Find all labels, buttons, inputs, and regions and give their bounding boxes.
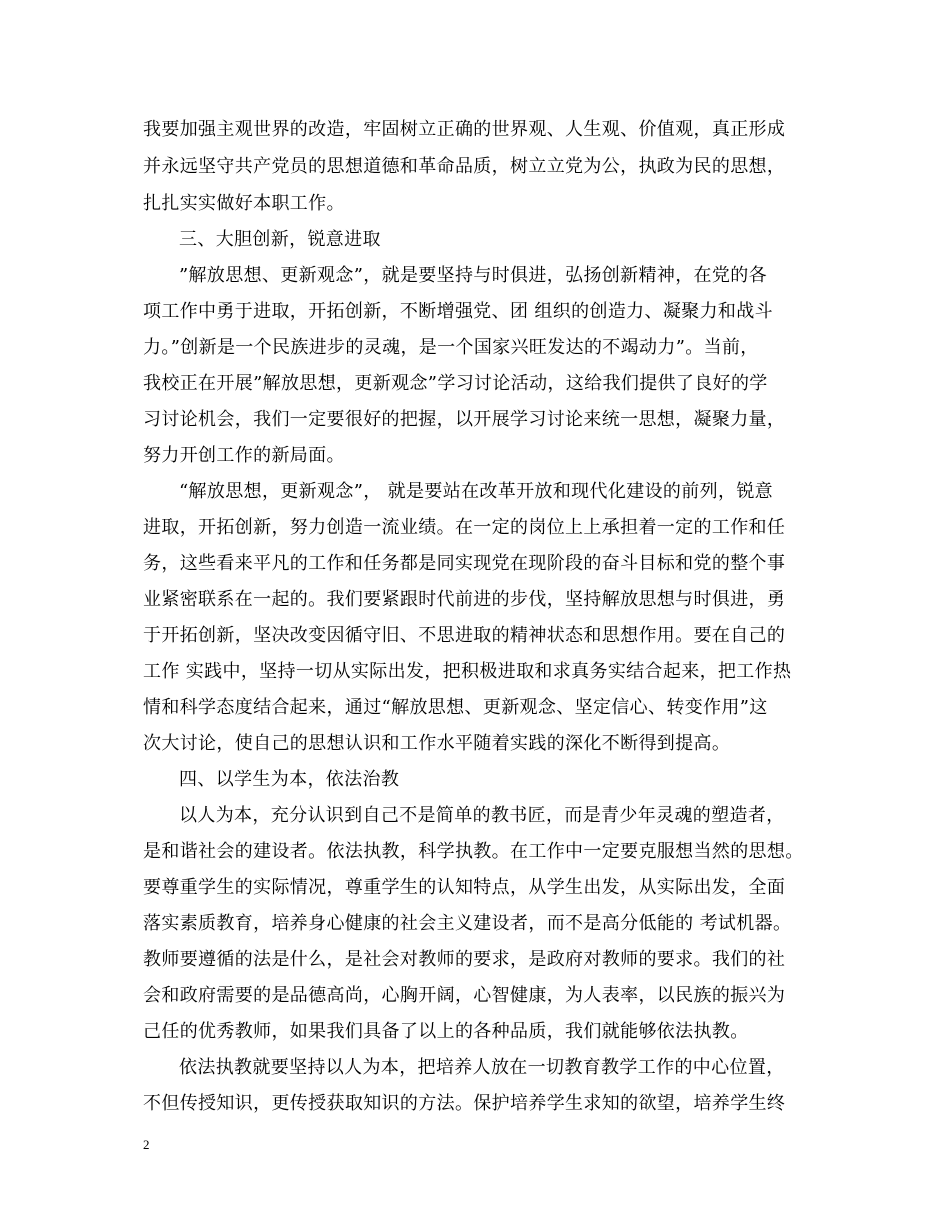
text-line: 扎扎实实做好本职工作。: [143, 193, 345, 214]
text-line: 工作 实践中，坚持一切从实际出发，把积极进取和求真务实结合起来，把工作热: [143, 661, 792, 682]
section-heading: 三、大胆创新，锐意进取: [179, 229, 381, 250]
page-number: 2: [143, 1137, 150, 1152]
text-line: 我校正在开展”解放思想，更新观念”学习讨论活动，这给我们提供了良好的学: [143, 373, 768, 394]
text-line: 于开拓创新，坚决改变因循守旧、不思进取的精神状态和思想作用。要在自己的: [143, 625, 786, 646]
text-line: 习讨论机会，我们一定要很好的把握，以开展学习讨论来统一思想，凝聚力量，: [143, 409, 786, 430]
text-line: 业紧密联系在一起的。我们要紧跟时代前进的步伐，坚持解放思想与时俱进，勇: [143, 589, 786, 610]
text-line: 要尊重学生的实际情况，尊重学生的认知特点，从学生出发，从实际出发，全面: [143, 877, 786, 898]
text-line: 务，这些看来平凡的工作和任务都是同实现党在现阶段的奋斗目标和党的整个事: [143, 553, 786, 574]
text-line: “解放思想，更新观念”， 就是要站在改革开放和现代化建设的前列，锐意: [179, 481, 774, 502]
text-line: 落实素质教育，培养身心健康的社会主义建设者，而不是高分低能的 考试机器。: [143, 913, 792, 934]
text-line: 以人为本，充分认识到自己不是简单的教书匠，而是青少年灵魂的塑造者，: [179, 805, 785, 826]
text-line: 力。”创新是一个民族进步的灵魂，是一个国家兴旺发达的不竭动力”。当前，: [143, 337, 759, 358]
text-line: 进取，开拓创新，努力创造一流业绩。在一定的岗位上上承担着一定的工作和任: [143, 517, 786, 538]
text-line: 教师要遵循的法是什么，是社会对教师的要求，是政府对教师的要求。我们的社: [143, 949, 786, 970]
section-heading: 四、以学生为本，依法治教: [179, 769, 400, 790]
text-line: 努力开创工作的新局面。: [143, 445, 345, 466]
text-line: 次大讨论，使自己的思想认识和工作水平随着实践的深化不断得到提高。: [143, 733, 731, 754]
text-line: 依法执教就要坚持以人为本，把培养人放在一切教育教学工作的中心位置，: [179, 1057, 785, 1078]
text-line: 我要加强主观世界的改造，牢固树立正确的世界观、人生观、价值观，真正形成: [143, 119, 786, 140]
text-line: 情和科学态度结合起来，通过“解放思想、更新观念、坚定信心、转变作用”这: [143, 697, 768, 718]
text-line: 不但传授知识，更传授获取知识的方法。保护培养学生求知的欲望，培养学生终: [143, 1093, 786, 1114]
text-line: 并永远坚守共产党员的思想道德和革命品质，树立立党为公，执政为民的思想，: [143, 156, 786, 177]
text-line: 己任的优秀教师，如果我们具备了以上的各种品质，我们就能够依法执教。: [143, 1021, 749, 1042]
text-line: 会和政府需要的是品德高尚，心胸开阔，心智健康，为人表率，以民族的振兴为: [143, 985, 786, 1006]
text-line: ”解放思想、更新观念”，就是要坚持与时俱进，弘扬创新精神，在党的各: [179, 265, 767, 286]
text-line: 项工作中勇于进取，开拓创新，不断增强党、团 组织的创造力、凝聚力和战斗: [143, 301, 773, 322]
text-line: 是和谐社会的建设者。依法执教，科学执教。在工作中一定要克服想当然的思想。: [143, 841, 804, 862]
